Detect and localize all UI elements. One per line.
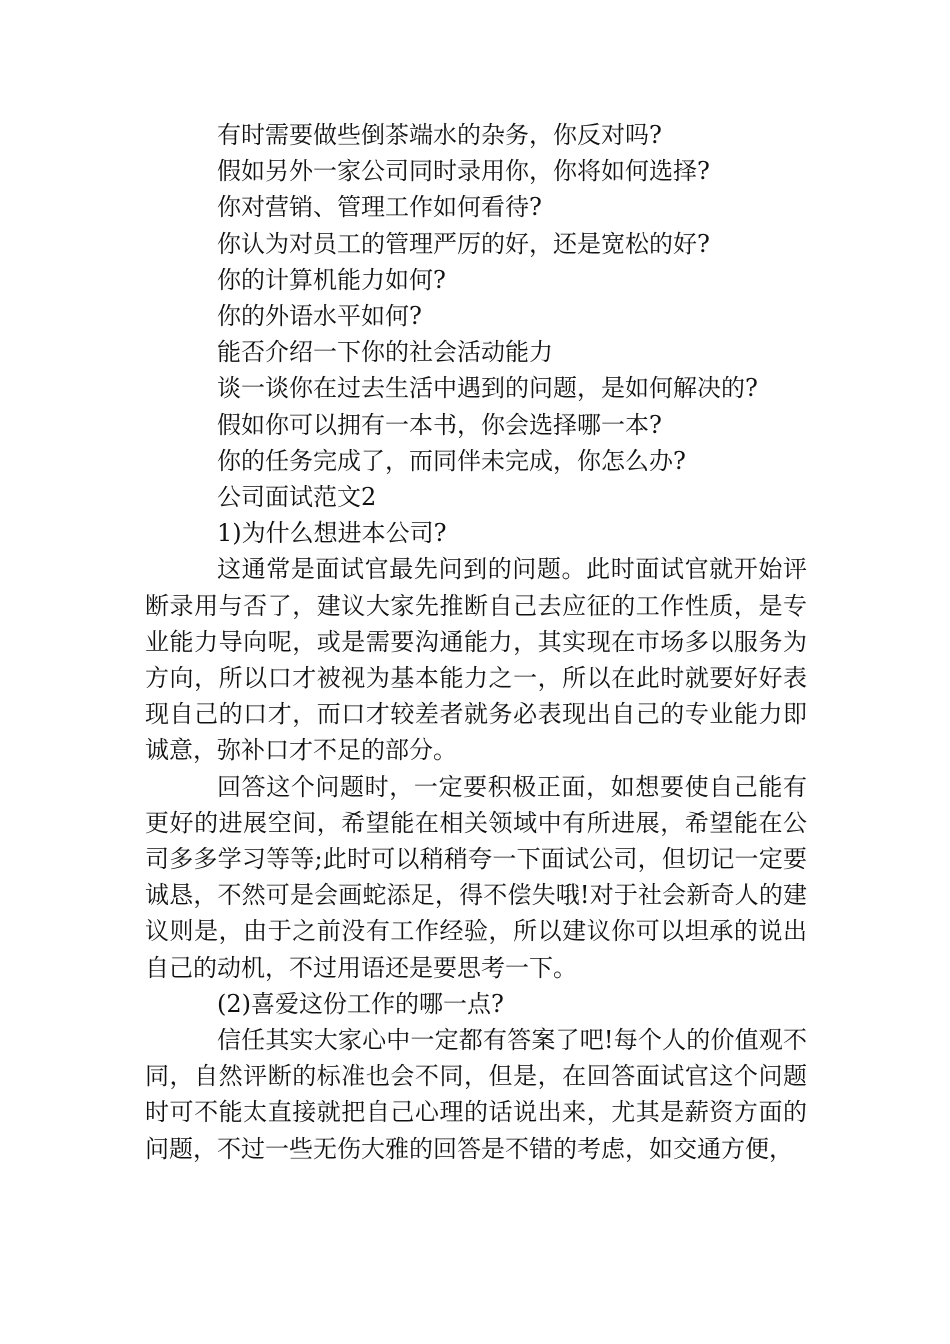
body-paragraph: 信任其实大家心中一定都有答案了吧!每个人的价值观不同，自然评断的标准也会不同，但是，在回答面试官这个问题时可不能太直接就把自己心理的话说出来，尤其是薪资方面的问题，不过一些无伤大雅的回答是不错的考虑，如交通方便， xyxy=(145,1026,807,1163)
body-paragraph: 这通常是面试官最先问到的问题。此时面试官就开始评断录用与否了，建议大家先推断自己去应征的工作性质，是专业能力导向呢，或是需要沟通能力，其实现在市场多以服务为方向，所以口才被视为基本能力之一，所以在此时就要好好表现自己的口才，而口才较差者就务必表现出自己的专业能力即诚意，弥补口才不足的部分。 xyxy=(145,555,807,765)
body-paragraph: 回答这个问题时，一定要积极正面，如想要使自己能有更好的进展空间，希望能在相关领域中有所进展，希望能在公司多多学习等等;此时可以稍稍夸一下面试公司，但切记一定要诚恳，不然可是会画蛇添足，得不偿失哦!对于社会新奇人的建议则是，由于之前没有工作经验，所以建议你可以坦承的说出自己的动机，不过用语还是要思考一下。 xyxy=(145,772,807,982)
question-line: 你对营销、管理工作如何看待? xyxy=(217,193,542,222)
question-line: 假如你可以拥有一本书，你会选择哪一本? xyxy=(217,410,662,439)
question-line: 能否介绍一下你的社会活动能力 xyxy=(217,338,553,367)
question-line: 假如另外一家公司同时录用你，你将如何选择? xyxy=(217,157,710,186)
question-heading: 1)为什么想进本公司? xyxy=(217,519,447,548)
question-heading: (2)喜爱这份工作的哪一点? xyxy=(217,989,504,1018)
question-line: 你认为对员工的管理严厉的好，还是宽松的好? xyxy=(217,229,710,258)
question-line: 你的计算机能力如何? xyxy=(217,265,446,294)
question-line: 你的任务完成了，而同伴未完成，你怎么办? xyxy=(217,446,686,475)
section-title: 公司面试范文2 xyxy=(217,483,377,512)
question-line: 谈一谈你在过去生活中遇到的问题，是如何解决的? xyxy=(217,374,758,403)
document-body xyxy=(145,117,807,1167)
question-line: 你的外语水平如何? xyxy=(217,302,422,331)
question-line: 有时需要做些倒茶端水的杂务，你反对吗? xyxy=(217,121,662,149)
